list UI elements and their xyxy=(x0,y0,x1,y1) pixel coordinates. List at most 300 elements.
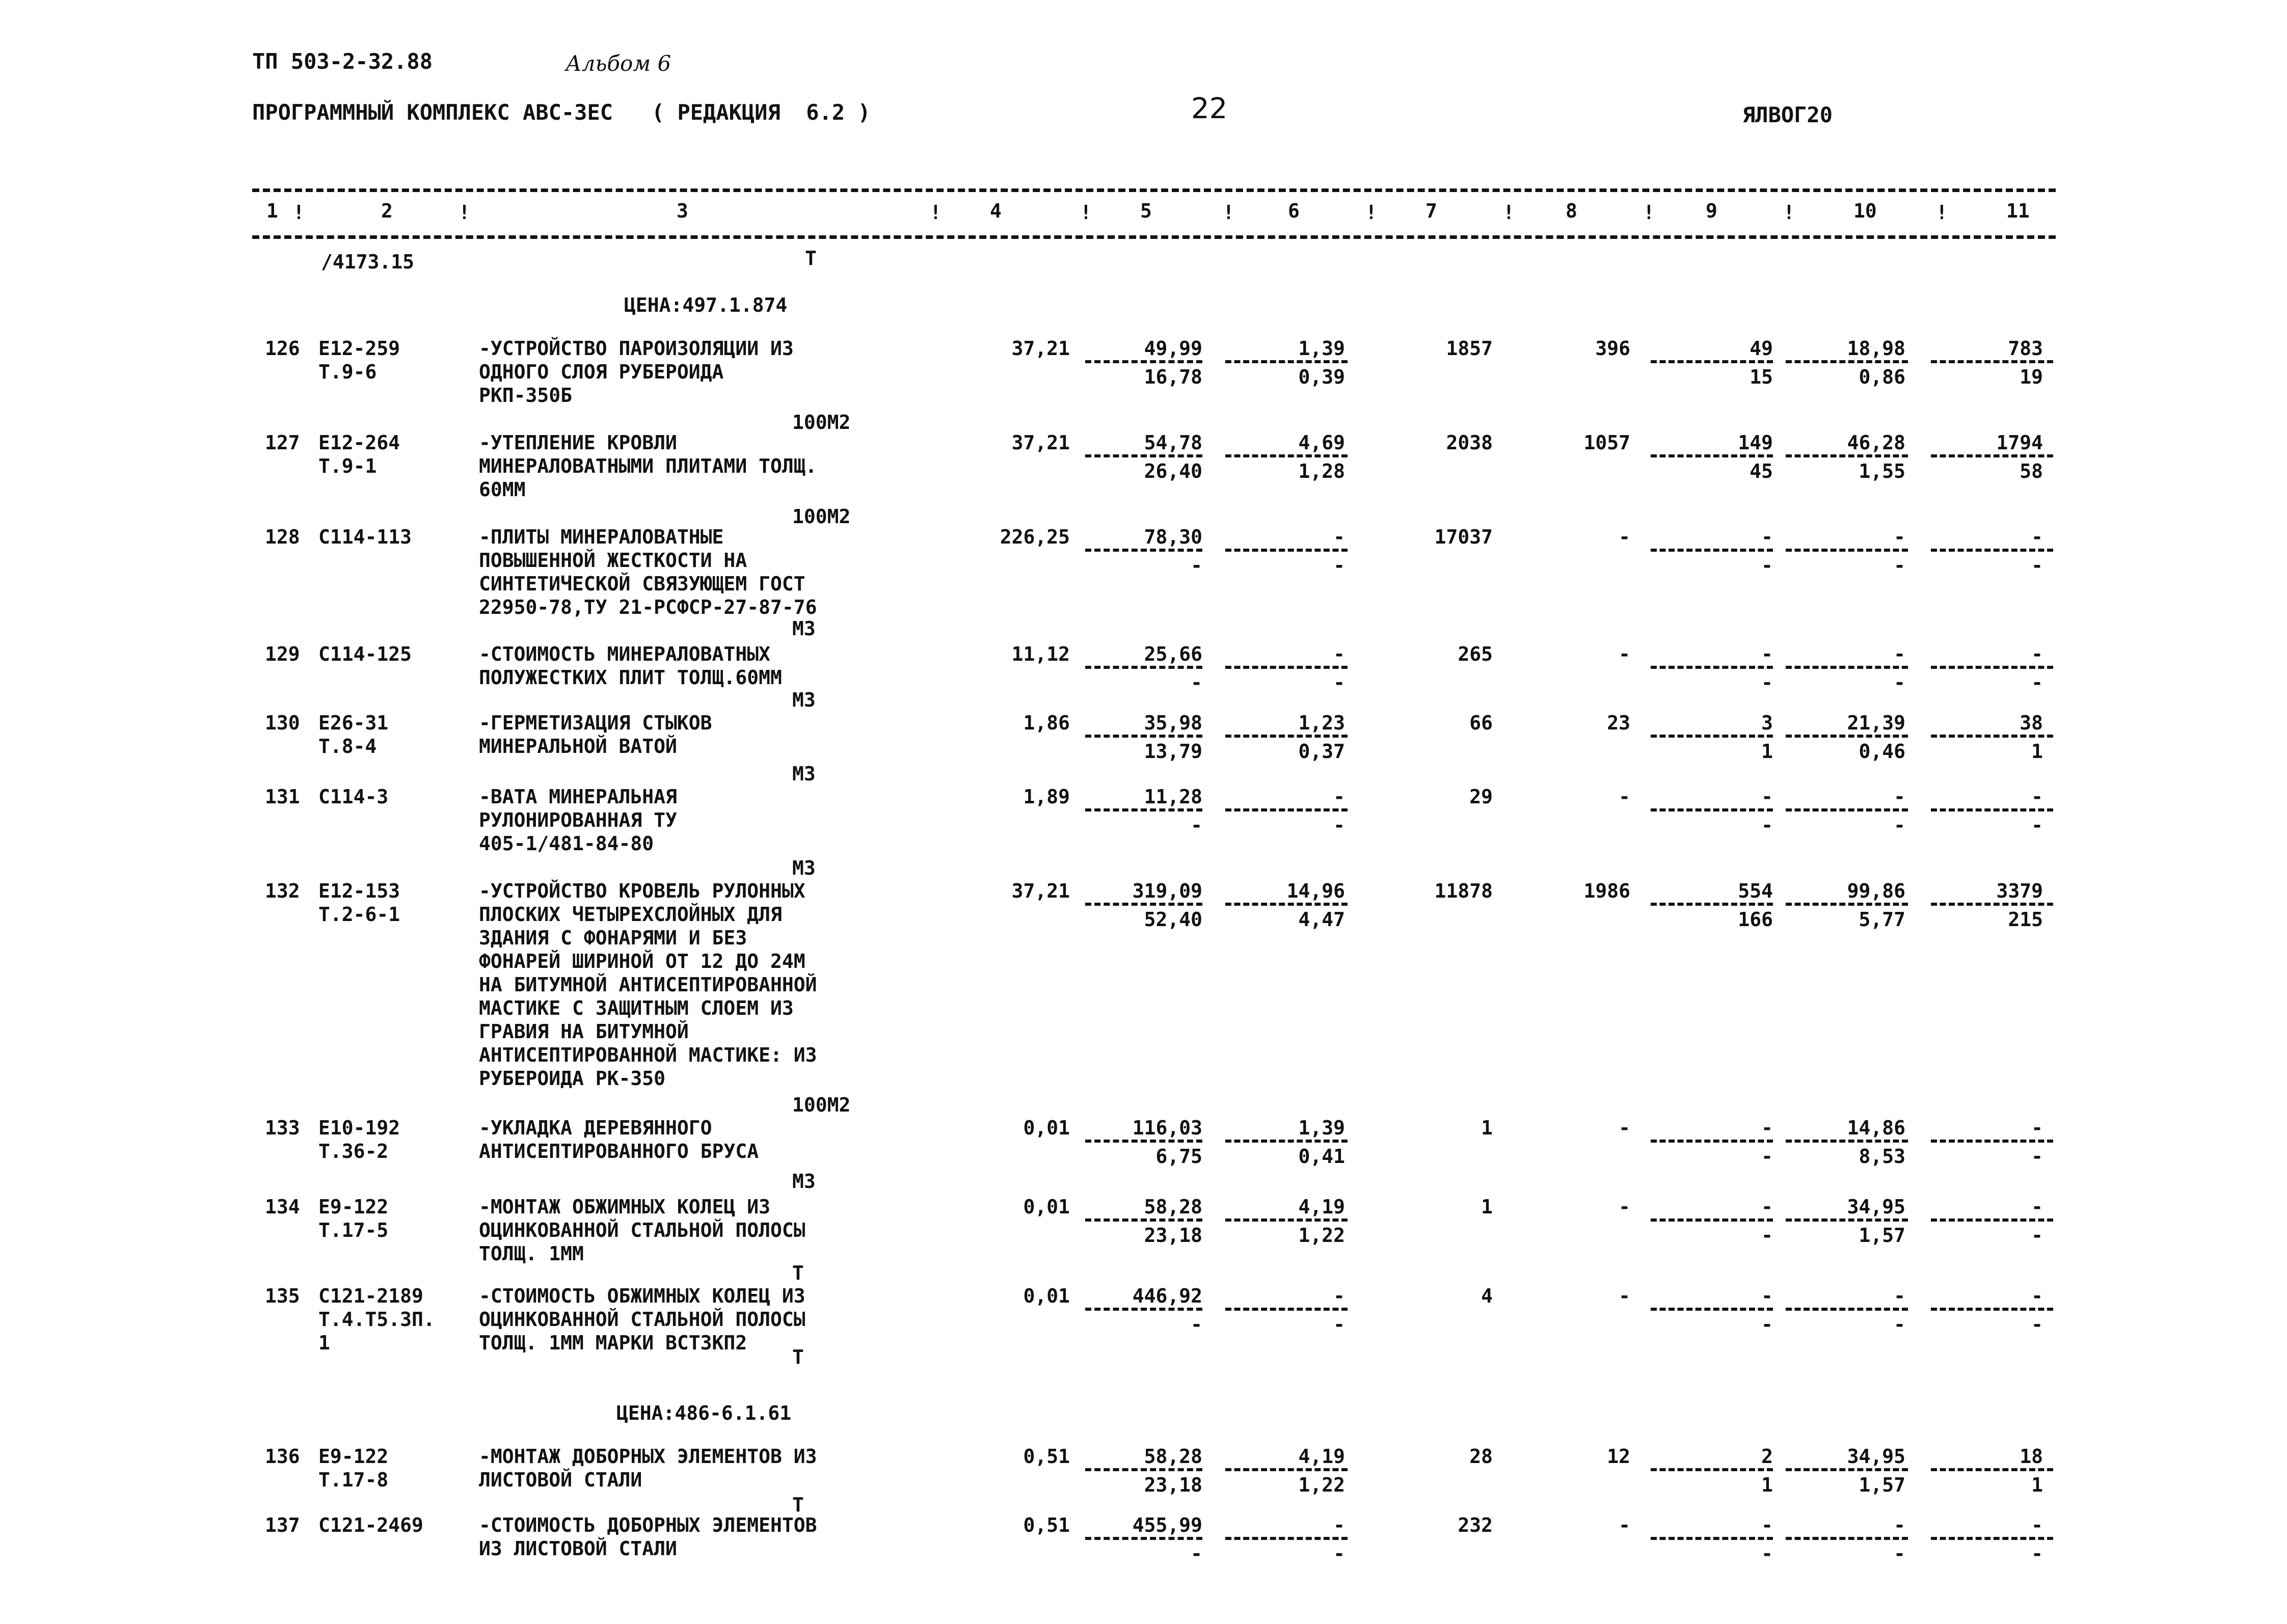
row-col5-bottom: - xyxy=(1191,1542,1202,1565)
row-description: ТОЛЩ. 1ММ xyxy=(479,1242,584,1265)
row-unit: Т xyxy=(792,1262,804,1284)
row-col5-bottom: 23,18 xyxy=(1144,1474,1202,1496)
row-col6-bottom: - xyxy=(1333,671,1345,694)
row-col11-bottom: - xyxy=(2031,1145,2043,1168)
subtotal-divider xyxy=(1225,454,1348,457)
column-header-10: 10 xyxy=(1853,200,1877,222)
row-col10-top: 34,95 xyxy=(1847,1196,1905,1218)
row-col10-top: - xyxy=(1894,786,1905,808)
row-description: ОЦИНКОВАННОЙ СТАЛЬНОЙ ПОЛОСЫ xyxy=(479,1308,805,1331)
row-number: 135 xyxy=(265,1285,300,1307)
row-col5-top: 58,28 xyxy=(1144,1196,1202,1218)
subtotal-divider xyxy=(1931,1140,2053,1143)
row-col5-bottom: 16,78 xyxy=(1144,366,1202,388)
subtotal-divider xyxy=(1651,1468,1773,1471)
subtotal-divider xyxy=(1085,903,1202,906)
row-description: МИНЕРАЛЬНОЙ ВАТОЙ xyxy=(479,735,677,757)
doc-code-right: ЯЛВОГ20 xyxy=(1742,102,1833,127)
subtotal-divider xyxy=(1651,1308,1773,1311)
row-col11-bottom: 19 xyxy=(2020,366,2043,388)
row-col5-top: 25,66 xyxy=(1144,643,1202,665)
column-header-2: 2 xyxy=(381,200,393,222)
row-code: 1 xyxy=(318,1332,330,1354)
row-col6-bottom: 1,28 xyxy=(1298,460,1345,482)
row-col5-bottom: - xyxy=(1191,671,1202,694)
column-header-3: 3 xyxy=(677,200,688,222)
row-col7: 11878 xyxy=(1434,880,1493,902)
row-col10-bottom: - xyxy=(1894,814,1905,836)
row-col11-top: - xyxy=(2031,1196,2043,1218)
subtotal-divider xyxy=(1651,454,1773,457)
row-col8: - xyxy=(1619,786,1630,808)
row-col9-top: - xyxy=(1761,1285,1773,1307)
row-col6-top: 4,19 xyxy=(1298,1445,1345,1468)
row-col10-top: 34,95 xyxy=(1847,1445,1905,1468)
row-col10-top: 21,39 xyxy=(1847,712,1905,734)
row-col6-top: 14,96 xyxy=(1286,880,1345,902)
subtotal-divider xyxy=(1085,454,1202,457)
subtotal-divider xyxy=(1085,360,1202,363)
subtotal-divider xyxy=(1225,1308,1348,1311)
subtotal-divider xyxy=(1786,1537,1908,1540)
row-col11-bottom: 58 xyxy=(2020,460,2043,482)
row-col11-bottom: - xyxy=(2031,1224,2043,1247)
row-number: 133 xyxy=(265,1117,300,1139)
row-col11-top: - xyxy=(2031,526,2043,548)
subtotal-divider xyxy=(1651,1219,1773,1222)
subtotal-divider xyxy=(1786,1140,1908,1143)
row-col8: - xyxy=(1619,1196,1630,1218)
row-col5-top: 58,28 xyxy=(1144,1445,1202,1468)
row-quantity: 0,01 xyxy=(1023,1285,1070,1307)
column-header-1: 1 xyxy=(266,200,278,222)
header-bottom-rule xyxy=(252,235,2056,239)
row-quantity: 0,01 xyxy=(1023,1117,1070,1139)
row-col10-bottom: - xyxy=(1894,554,1905,577)
row-col8: - xyxy=(1619,1285,1630,1307)
row-description: РУБЕРОИДА РК-350 xyxy=(479,1067,666,1090)
column-separator: ! xyxy=(1936,201,1948,224)
row-col9-bottom: - xyxy=(1761,1145,1773,1168)
row-col9-top: 3 xyxy=(1761,712,1773,734)
price-note: ЦЕНА:497.1.874 xyxy=(624,294,788,316)
row-col7: 28 xyxy=(1469,1445,1493,1468)
row-quantity: 1,89 xyxy=(1023,786,1070,808)
row-col5-top: 116,03 xyxy=(1132,1117,1202,1139)
row-description: ПОВЫШЕННОЙ ЖЕСТКОСТИ НА xyxy=(479,549,747,572)
row-col9-top: 49 xyxy=(1750,337,1773,360)
subtotal-divider xyxy=(1085,735,1202,738)
row-description: -ВАТА МИНЕРАЛЬНАЯ xyxy=(479,786,677,808)
row-col8: - xyxy=(1619,526,1630,548)
column-separator: ! xyxy=(930,201,941,224)
row-number: 136 xyxy=(265,1445,300,1468)
row-col7: 1 xyxy=(1481,1117,1493,1139)
subtotal-divider xyxy=(1931,549,2053,552)
subtotal-divider xyxy=(1931,735,2053,738)
row-description: РКП-350Б xyxy=(479,384,573,407)
row-unit: М3 xyxy=(792,689,816,711)
row-col6-top: 4,19 xyxy=(1298,1196,1345,1218)
row-code: Е26-31 xyxy=(318,712,389,734)
row-description: -ГЕРМЕТИЗАЦИЯ СТЫКОВ xyxy=(479,712,712,734)
column-separator: ! xyxy=(459,201,470,224)
doc-code: ТП 503-2-32.88 xyxy=(252,49,433,74)
row-code: Т.36-2 xyxy=(318,1140,389,1162)
row-code: Е12-264 xyxy=(318,431,400,454)
row-col6-bottom: 1,22 xyxy=(1298,1474,1345,1496)
row-col9-top: - xyxy=(1761,786,1773,808)
column-separator: ! xyxy=(1503,201,1515,224)
row-quantity: 226,25 xyxy=(1000,526,1070,548)
row-col5-top: 78,30 xyxy=(1144,526,1202,548)
row-col7: 232 xyxy=(1458,1514,1493,1536)
row-col6-top: - xyxy=(1333,1285,1345,1307)
row-col11-top: 1794 xyxy=(1996,431,2043,454)
row-col9-bottom: 1 xyxy=(1761,740,1773,763)
row-number: 127 xyxy=(265,431,300,454)
subtotal-divider xyxy=(1931,1308,2053,1311)
subtotal-divider xyxy=(1651,735,1773,738)
row-description: -СТОИМОСТЬ ОБЖИМНЫХ КОЛЕЦ ИЗ xyxy=(479,1285,805,1307)
row-col7: 265 xyxy=(1458,643,1493,665)
row-col6-top: 1,23 xyxy=(1298,712,1345,734)
subtotal-divider xyxy=(1085,1140,1202,1143)
row-col9-bottom: - xyxy=(1761,554,1773,577)
row-col9-top: 2 xyxy=(1761,1445,1773,1468)
row-description: -УСТРОЙСТВО ПАРОИЗОЛЯЦИИ ИЗ xyxy=(479,337,794,360)
subtotal-divider xyxy=(1225,360,1348,363)
subtotal-divider xyxy=(1931,1219,2053,1222)
column-header-11: 11 xyxy=(2006,200,2030,222)
row-number: 129 xyxy=(265,643,300,665)
column-separator: ! xyxy=(1365,201,1377,224)
row-col10-top: - xyxy=(1894,643,1905,665)
row-unit: М3 xyxy=(792,1170,816,1193)
row-col7: 29 xyxy=(1469,786,1493,808)
row-col10-top: 46,28 xyxy=(1847,431,1905,454)
carry-over-code: /4173.15 xyxy=(321,251,415,273)
row-description: -СТОИМОСТЬ ДОБОРНЫХ ЭЛЕМЕНТОВ xyxy=(479,1514,817,1536)
row-col6-bottom: 0,37 xyxy=(1298,740,1345,763)
row-col9-top: - xyxy=(1761,1196,1773,1218)
row-col10-top: - xyxy=(1894,1285,1905,1307)
row-col11-top: - xyxy=(2031,1117,2043,1139)
row-col5-top: 54,78 xyxy=(1144,431,1202,454)
row-col11-bottom: - xyxy=(2031,814,2043,836)
row-description: МАСТИКЕ С ЗАЩИТНЫМ СЛОЕМ ИЗ xyxy=(479,997,794,1019)
column-separator: ! xyxy=(1783,201,1795,224)
column-separator: ! xyxy=(293,201,305,224)
row-quantity: 11,12 xyxy=(1011,643,1070,665)
row-col9-bottom: 15 xyxy=(1750,366,1773,388)
row-col9-bottom: - xyxy=(1761,1542,1773,1565)
row-col11-top: 18 xyxy=(2020,1445,2043,1468)
subtotal-divider xyxy=(1786,1468,1908,1471)
column-header-7: 7 xyxy=(1425,200,1437,222)
row-col6-top: - xyxy=(1333,1514,1345,1536)
row-col5-top: 11,28 xyxy=(1144,786,1202,808)
subtotal-divider xyxy=(1225,735,1348,738)
row-col5-bottom: 13,79 xyxy=(1144,740,1202,763)
row-code: Т.4.Т5.3П. xyxy=(318,1308,435,1331)
row-description: АНТИСЕПТИРОВАННОГО БРУСА xyxy=(479,1140,759,1162)
subtotal-divider xyxy=(1931,903,2053,906)
row-col5-top: 455,99 xyxy=(1132,1514,1202,1536)
row-col10-bottom: 5,77 xyxy=(1859,908,1905,931)
row-code: Т.17-8 xyxy=(318,1469,389,1491)
row-col8: 1986 xyxy=(1583,880,1630,902)
row-col5-top: 319,09 xyxy=(1132,880,1202,902)
row-unit: М3 xyxy=(792,763,816,785)
row-col9-top: - xyxy=(1761,1514,1773,1536)
subtotal-divider xyxy=(1786,1308,1908,1311)
row-description: -УСТРОЙСТВО КРОВЕЛЬ РУЛОННЫХ xyxy=(479,880,805,902)
subtotal-divider xyxy=(1225,1537,1348,1540)
row-col9-bottom: - xyxy=(1761,1313,1773,1336)
row-col5-bottom: - xyxy=(1191,554,1202,577)
row-code: Т.8-4 xyxy=(318,735,377,757)
subtotal-divider xyxy=(1931,666,2053,669)
row-code: Т.2-6-1 xyxy=(318,903,400,926)
subtotal-divider xyxy=(1931,454,2053,457)
subtotal-divider xyxy=(1225,903,1348,906)
row-col6-bottom: 1,22 xyxy=(1298,1224,1345,1247)
row-col10-top: - xyxy=(1894,526,1905,548)
row-col10-top: 14,86 xyxy=(1847,1117,1905,1139)
row-col9-bottom: - xyxy=(1761,671,1773,694)
row-code: Т.17-5 xyxy=(318,1219,389,1241)
row-col5-bottom: 52,40 xyxy=(1144,908,1202,931)
row-col9-bottom: 45 xyxy=(1750,460,1773,482)
subtotal-divider xyxy=(1651,808,1773,811)
row-col10-top: - xyxy=(1894,1514,1905,1536)
row-col10-top: 99,86 xyxy=(1847,880,1905,902)
column-header-4: 4 xyxy=(990,200,1002,222)
row-col5-bottom: - xyxy=(1191,1313,1202,1336)
row-number: 132 xyxy=(265,880,300,902)
row-description: -УТЕПЛЕНИЕ КРОВЛИ xyxy=(479,431,677,454)
program-title: ПРОГРАММНЫЙ КОМПЛЕКС АВС-ЗЕС ( РЕДАКЦИЯ 6.2 ) xyxy=(252,100,871,125)
subtotal-divider xyxy=(1786,549,1908,552)
column-header-8: 8 xyxy=(1566,200,1577,222)
row-number: 128 xyxy=(265,526,300,548)
subtotal-divider xyxy=(1786,903,1908,906)
row-col8: 12 xyxy=(1607,1445,1630,1468)
row-col6-bottom: 0,39 xyxy=(1298,366,1345,388)
row-description: МИНЕРАЛОВАТНЫМИ ПЛИТАМИ ТОЛЩ. xyxy=(479,455,817,477)
row-col6-top: - xyxy=(1333,643,1345,665)
row-col5-bottom: 6,75 xyxy=(1155,1145,1202,1168)
row-col10-bottom: - xyxy=(1894,1313,1905,1336)
row-code: С114-3 xyxy=(318,786,389,808)
row-description: -УКЛАДКА ДЕРЕВЯННОГО xyxy=(479,1117,712,1139)
row-col5-bottom: 23,18 xyxy=(1144,1224,1202,1247)
row-quantity: 0,51 xyxy=(1023,1445,1070,1468)
subtotal-divider xyxy=(1931,1537,2053,1540)
row-code: Е9-122 xyxy=(318,1196,389,1218)
subtotal-divider xyxy=(1085,1468,1202,1471)
row-col10-bottom: 1,57 xyxy=(1859,1474,1905,1496)
subtotal-divider xyxy=(1931,360,2053,363)
row-col7: 1 xyxy=(1481,1196,1493,1218)
row-col11-bottom: - xyxy=(2031,1542,2043,1565)
row-unit: М3 xyxy=(792,857,816,879)
row-description: ОЦИНКОВАННОЙ СТАЛЬНОЙ ПОЛОСЫ xyxy=(479,1219,805,1241)
row-col6-top: - xyxy=(1333,526,1345,548)
row-col8: 396 xyxy=(1595,337,1630,360)
row-description: ПЛОСКИХ ЧЕТЫРЕХСЛОЙНЫХ ДЛЯ xyxy=(479,903,782,926)
row-col9-bottom: - xyxy=(1761,814,1773,836)
subtotal-divider xyxy=(1786,666,1908,669)
row-number: 131 xyxy=(265,786,300,808)
album-label: Альбом 6 xyxy=(566,51,671,76)
subtotal-divider xyxy=(1786,735,1908,738)
row-col10-bottom: 8,53 xyxy=(1859,1145,1905,1168)
subtotal-divider xyxy=(1085,666,1202,669)
row-code: Т.9-6 xyxy=(318,361,377,383)
row-col6-bottom: - xyxy=(1333,1542,1345,1565)
row-description: ТОЛЩ. 1ММ МАРКИ ВСТ3КП2 xyxy=(479,1332,747,1354)
row-description: АНТИСЕПТИРОВАННОЙ МАСТИКЕ: ИЗ xyxy=(479,1044,817,1066)
row-unit: 100М2 xyxy=(792,411,851,434)
row-description: РУЛОНИРОВАННАЯ ТУ xyxy=(479,809,677,831)
page-number: 22 xyxy=(1191,92,1228,125)
row-col11-bottom: - xyxy=(2031,554,2043,577)
row-col7: 17037 xyxy=(1434,526,1493,548)
row-col9-bottom: 1 xyxy=(1761,1474,1773,1496)
row-number: 134 xyxy=(265,1196,300,1218)
row-col6-bottom: 4,47 xyxy=(1298,908,1345,931)
subtotal-divider xyxy=(1085,808,1202,811)
row-description: ФОНАРЕЙ ШИРИНОЙ ОТ 12 ДО 24М xyxy=(479,950,805,972)
row-quantity: 0,51 xyxy=(1023,1514,1070,1536)
row-code: Е12-259 xyxy=(318,337,400,360)
row-col9-bottom: - xyxy=(1761,1224,1773,1247)
row-code: Е9-122 xyxy=(318,1445,389,1468)
row-description: ОДНОГО СЛОЯ РУБЕРОИДА xyxy=(479,361,724,383)
row-col6-bottom: - xyxy=(1333,554,1345,577)
row-col10-bottom: 1,57 xyxy=(1859,1224,1905,1247)
row-col10-top: 18,98 xyxy=(1847,337,1905,360)
row-col5-top: 35,98 xyxy=(1144,712,1202,734)
price-note: ЦЕНА:486-6.1.61 xyxy=(616,1402,792,1424)
row-description: ЛИСТОВОЙ СТАЛИ xyxy=(479,1469,642,1491)
row-col7: 1857 xyxy=(1446,337,1493,360)
row-col11-top: 38 xyxy=(2020,712,2043,734)
subtotal-divider xyxy=(1651,360,1773,363)
row-col11-bottom: 1 xyxy=(2031,740,2043,763)
row-code: С114-125 xyxy=(318,643,412,665)
row-col6-top: 1,39 xyxy=(1298,1117,1345,1139)
row-col11-top: - xyxy=(2031,1285,2043,1307)
row-unit: 100М2 xyxy=(792,1094,851,1116)
row-col8: 1057 xyxy=(1583,431,1630,454)
row-col9-top: 149 xyxy=(1738,431,1773,454)
row-col11-top: 783 xyxy=(2008,337,2043,360)
row-col6-bottom: 0,41 xyxy=(1298,1145,1345,1168)
row-description: -СТОИМОСТЬ МИНЕРАЛОВАТНЫХ xyxy=(479,643,770,665)
column-header-5: 5 xyxy=(1140,200,1152,222)
row-description: -МОНТАЖ ОБЖИМНЫХ КОЛЕЦ ИЗ xyxy=(479,1196,770,1218)
row-unit: Т xyxy=(792,1494,804,1516)
row-col5-top: 446,92 xyxy=(1132,1285,1202,1307)
subtotal-divider xyxy=(1786,454,1908,457)
column-separator: ! xyxy=(1080,201,1092,224)
subtotal-divider xyxy=(1651,1140,1773,1143)
subtotal-divider xyxy=(1651,1537,1773,1540)
column-separator: ! xyxy=(1223,201,1234,224)
row-col10-bottom: - xyxy=(1894,671,1905,694)
row-col10-bottom: 1,55 xyxy=(1859,460,1905,482)
subtotal-divider xyxy=(1651,666,1773,669)
row-col9-top: 554 xyxy=(1738,880,1773,902)
row-code: С121-2189 xyxy=(318,1285,423,1307)
row-col11-bottom: - xyxy=(2031,1313,2043,1336)
row-col10-bottom: 0,86 xyxy=(1859,366,1905,388)
row-col5-bottom: 26,40 xyxy=(1144,460,1202,482)
row-code: Е10-192 xyxy=(318,1117,400,1139)
subtotal-divider xyxy=(1225,1468,1348,1471)
row-description: 405-1/481-84-80 xyxy=(479,832,654,855)
row-col5-top: 49,99 xyxy=(1144,337,1202,360)
row-quantity: 37,21 xyxy=(1011,431,1070,454)
row-description: ПОЛУЖЕСТКИХ ПЛИТ ТОЛЩ.60ММ xyxy=(479,666,782,689)
row-quantity: 37,21 xyxy=(1011,337,1070,360)
subtotal-divider xyxy=(1225,808,1348,811)
subtotal-divider xyxy=(1225,666,1348,669)
row-col9-bottom: 166 xyxy=(1738,908,1773,931)
subtotal-divider xyxy=(1786,808,1908,811)
row-description: ГРАВИЯ НА БИТУМНОЙ xyxy=(479,1020,689,1043)
column-header-9: 9 xyxy=(1706,200,1717,222)
row-description: ИЗ ЛИСТОВОЙ СТАЛИ xyxy=(479,1537,677,1560)
row-quantity: 1,86 xyxy=(1023,712,1070,734)
row-description: НА БИТУМНОЙ АНТИСЕПТИРОВАННОЙ xyxy=(479,973,817,996)
row-col7: 2038 xyxy=(1446,431,1493,454)
row-unit: 100М2 xyxy=(792,505,851,528)
row-col11-bottom: 1 xyxy=(2031,1474,2043,1496)
row-unit: Т xyxy=(792,1346,804,1368)
row-description: 60ММ xyxy=(479,478,526,501)
row-col8: - xyxy=(1619,1514,1630,1536)
subtotal-divider xyxy=(1085,549,1202,552)
table-top-rule xyxy=(252,188,2056,192)
row-col11-bottom: 215 xyxy=(2008,908,2043,931)
row-description: 22950-78,ТУ 21-РСФСР-27-87-76 xyxy=(479,596,817,618)
row-col7: 4 xyxy=(1481,1285,1493,1307)
column-header-6: 6 xyxy=(1288,200,1300,222)
subtotal-divider xyxy=(1085,1219,1202,1222)
row-col6-top: 1,39 xyxy=(1298,337,1345,360)
column-separator: ! xyxy=(1643,201,1655,224)
subtotal-divider xyxy=(1931,1468,2053,1471)
row-col6-top: - xyxy=(1333,786,1345,808)
row-col8: 23 xyxy=(1607,712,1630,734)
row-col10-bottom: - xyxy=(1894,1542,1905,1565)
row-col8: - xyxy=(1619,643,1630,665)
row-number: 130 xyxy=(265,712,300,734)
subtotal-divider xyxy=(1786,1219,1908,1222)
row-description: -МОНТАЖ ДОБОРНЫХ ЭЛЕМЕНТОВ ИЗ xyxy=(479,1445,817,1468)
row-code: Т.9-1 xyxy=(318,455,377,477)
row-description: -ПЛИТЫ МИНЕРАЛОВАТНЫЕ xyxy=(479,526,724,548)
subtotal-divider xyxy=(1225,1219,1348,1222)
row-number: 137 xyxy=(265,1514,300,1536)
row-quantity: 37,21 xyxy=(1011,880,1070,902)
row-description: СИНТЕТИЧЕСКОЙ СВЯЗУЮЩЕМ ГОСТ xyxy=(479,573,805,595)
row-col11-top: - xyxy=(2031,1514,2043,1536)
